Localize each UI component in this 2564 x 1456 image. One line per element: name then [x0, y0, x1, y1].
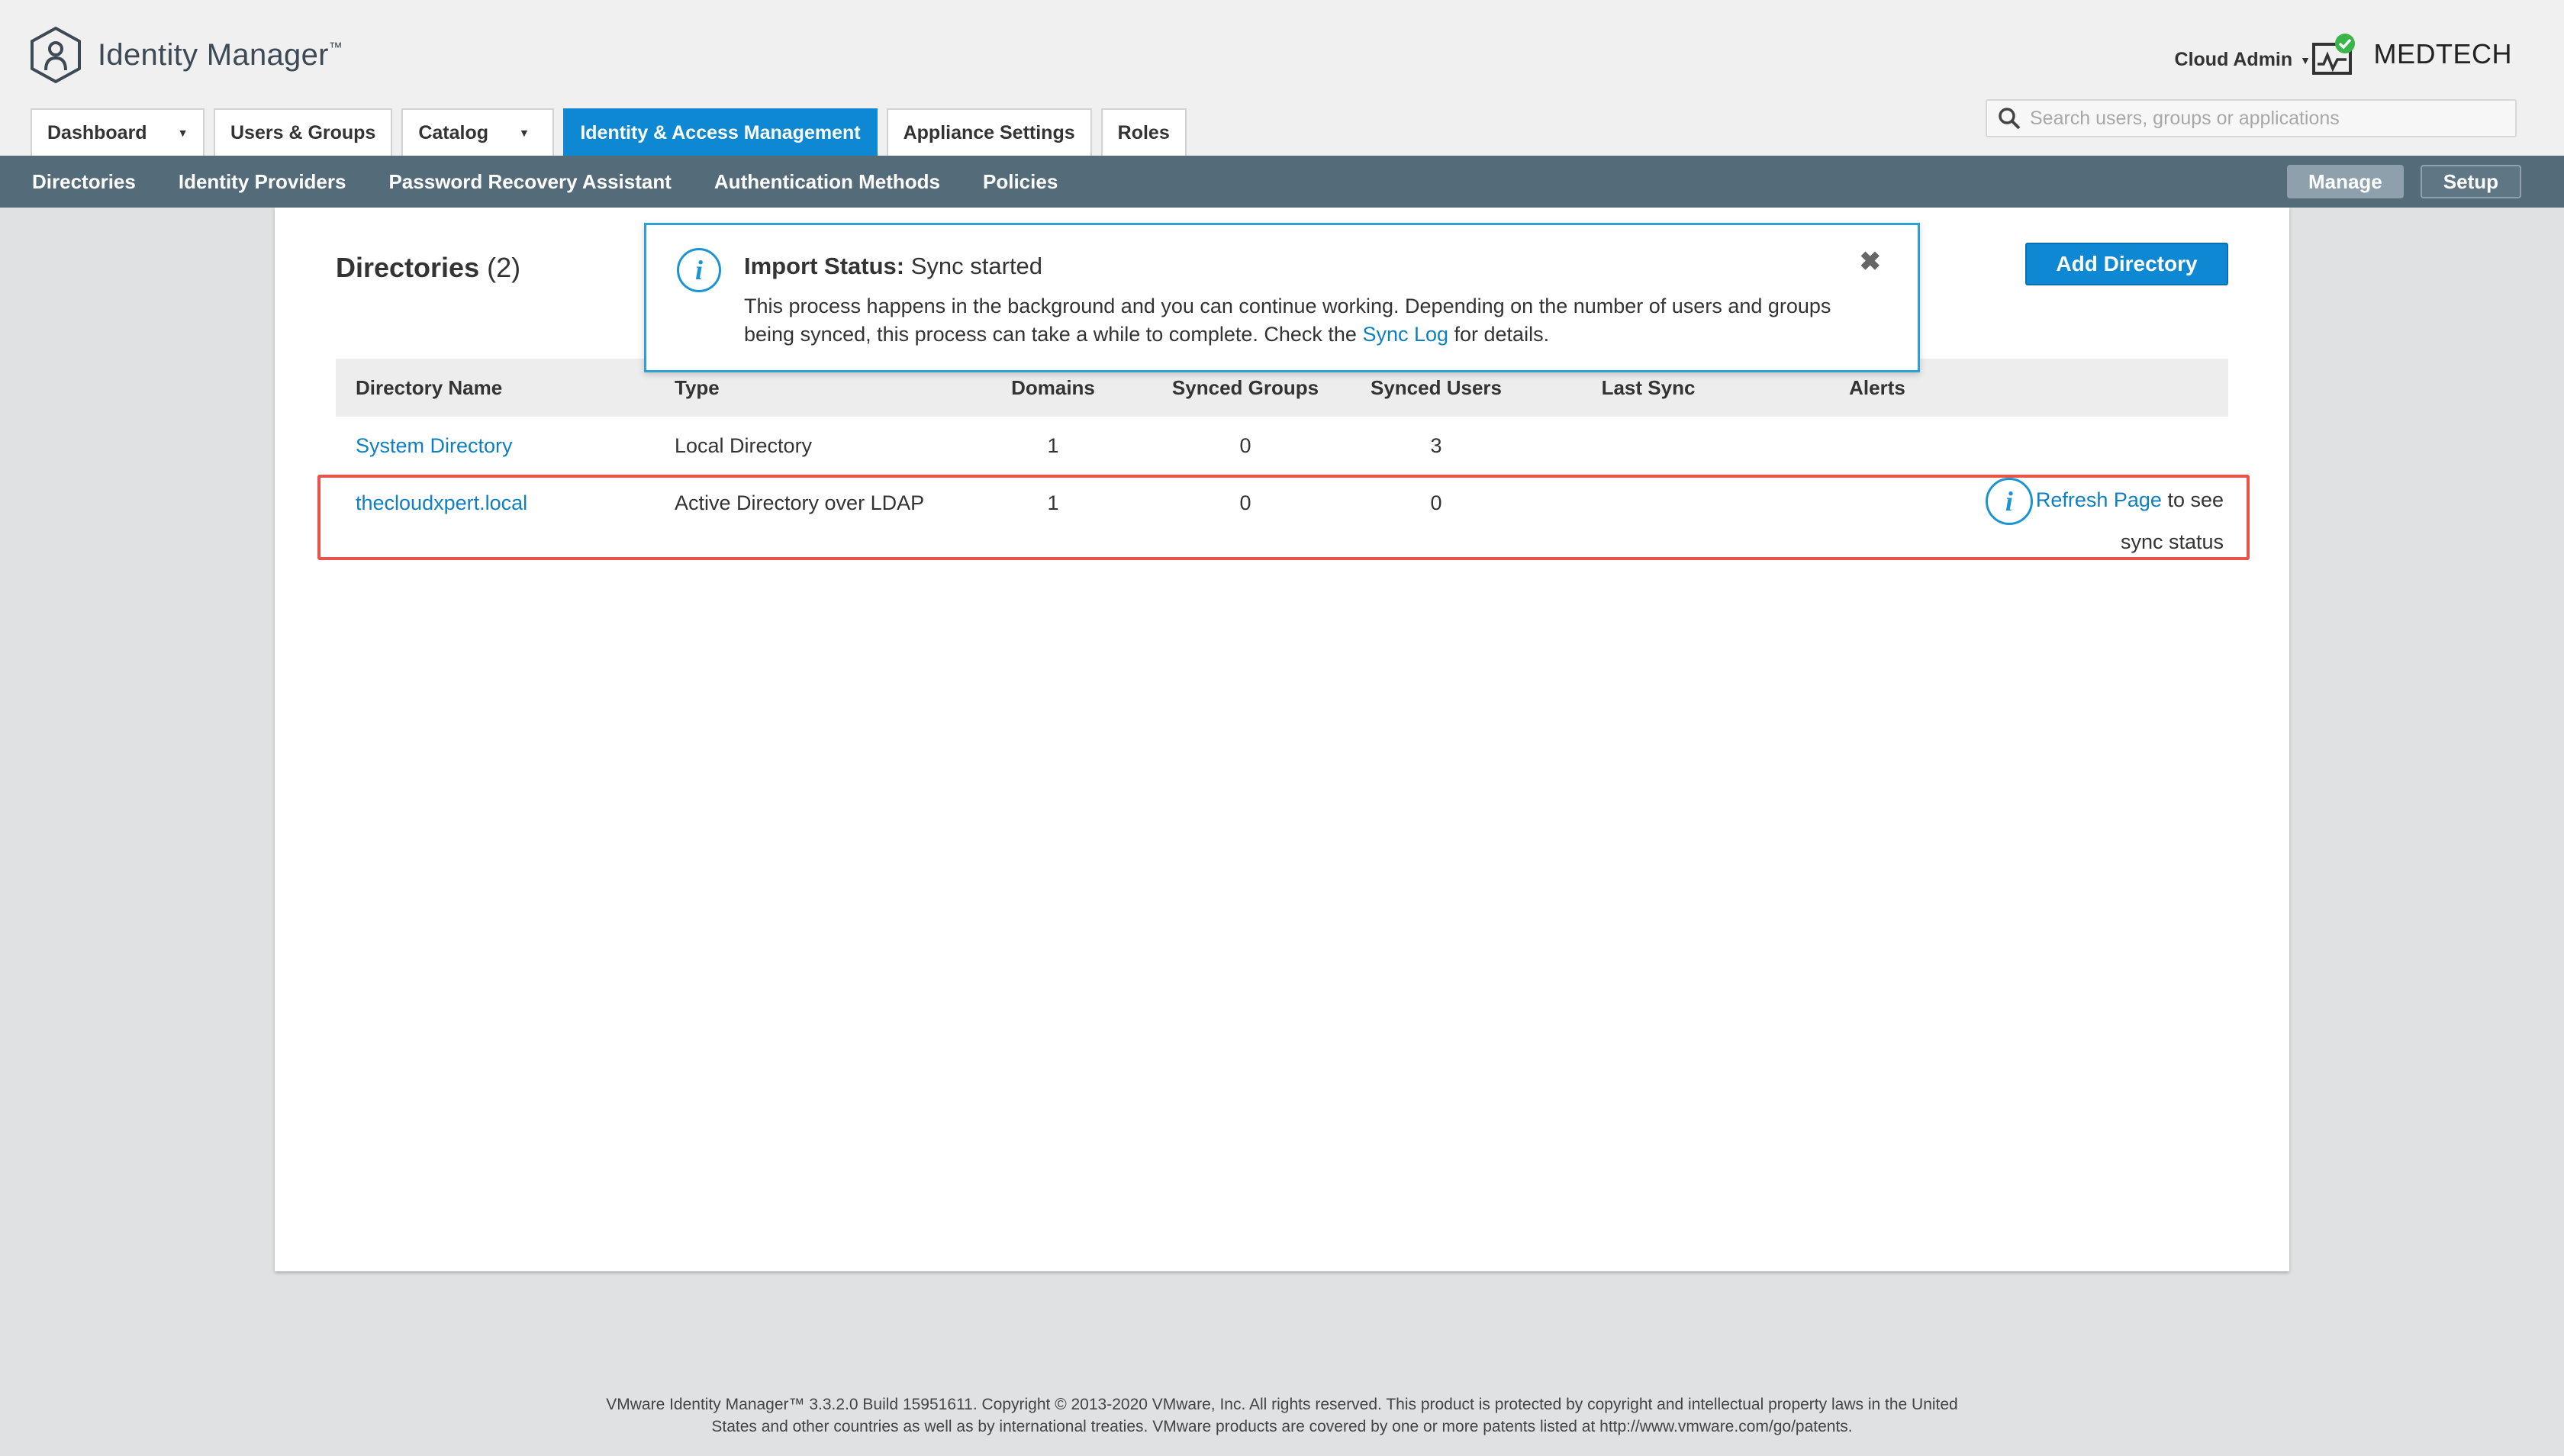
tab-identity-access-management[interactable]	[563, 108, 877, 156]
tab-users-groups[interactable]	[214, 108, 392, 156]
page-title: Directories (2)	[336, 252, 521, 283]
table-row	[336, 475, 2228, 560]
subnav-directories[interactable]: Directories	[32, 169, 136, 193]
domains-count: 1	[1047, 491, 1059, 514]
footer-line: VMware Identity Manager™ 3.3.2.0 Build 15951611. Copyright © 2013-2020 VMware, Inc. All rights reserved. This product is protected by copyright and intellectual property laws in the United	[606, 1396, 1958, 1413]
tab-label: Roles	[1117, 121, 1170, 143]
setup-button[interactable]: Setup	[2421, 165, 2521, 198]
user-name: Cloud Admin	[2174, 49, 2293, 70]
refresh-page-link[interactable]: Refresh Page	[2035, 488, 2162, 512]
directory-count: (2)	[487, 252, 521, 283]
chevron-down-icon: ▼	[177, 127, 188, 139]
sync-note-text: sync status	[2120, 530, 2224, 553]
col-last-sync[interactable]: Last Sync	[1601, 375, 1696, 399]
search-input[interactable]	[2030, 108, 2503, 130]
synced-groups-count: 0	[1239, 491, 1251, 514]
user-menu[interactable]	[2175, 49, 2311, 71]
tab-catalog[interactable]	[401, 108, 554, 156]
synced-users-count: 0	[1430, 491, 1442, 514]
directories-table	[336, 359, 2228, 560]
main-tabs	[31, 108, 1196, 156]
col-type[interactable]: Type	[675, 375, 720, 399]
tenant-name: MEDTECH	[2373, 38, 2512, 69]
mode-switch	[2270, 165, 2521, 198]
col-synced-users[interactable]: Synced Users	[1371, 375, 1502, 399]
sync-note-text: to see	[2161, 488, 2224, 512]
identity-hexagon-icon	[29, 26, 82, 84]
app-logo[interactable]	[29, 26, 343, 84]
subnav-authentication-methods[interactable]: Authentication Methods	[713, 169, 940, 193]
directory-type: Local Directory	[675, 433, 813, 457]
chevron-down-icon: ▼	[2300, 53, 2311, 66]
sync-log-link[interactable]: Sync Log	[1362, 323, 1449, 346]
row-highlight-outline	[317, 475, 2250, 560]
directory-link[interactable]: System Directory	[356, 433, 513, 457]
col-domains[interactable]: Domains	[1011, 375, 1095, 399]
tab-dashboard[interactable]	[31, 108, 205, 156]
copyright-footer	[0, 1393, 2564, 1438]
add-directory-button[interactable]: Add Directory	[2025, 243, 2228, 285]
synced-groups-count: 0	[1239, 433, 1251, 457]
synced-users-count: 3	[1430, 433, 1442, 457]
info-icon: i	[677, 248, 721, 292]
toast-message: This process happens in the background and you can continue working. Depending on the number of users and groups being synced, this process can take a while to complete. Check the Sync Log for details.	[744, 295, 1831, 346]
col-directory-name[interactable]: Directory Name	[356, 375, 503, 399]
col-synced-groups[interactable]: Synced Groups	[1171, 375, 1319, 399]
import-status-toast	[644, 223, 1920, 372]
app-title: Identity Manager™	[98, 37, 343, 72]
directory-link[interactable]: thecloudxpert.local	[356, 491, 528, 514]
app-header	[0, 0, 2564, 156]
directory-type: Active Directory over LDAP	[675, 491, 925, 514]
footer-line: States and other countries as well as by international treaties. VMware products are covered by one or more patents listed at http://www.vmware.com/go/patents.	[711, 1418, 1853, 1435]
col-alerts[interactable]: Alerts	[1849, 375, 1905, 399]
tab-label: Catalog	[418, 121, 489, 143]
subnav-identity-providers[interactable]: Identity Providers	[178, 169, 346, 193]
info-icon: i	[1986, 478, 2033, 525]
monitor-check-icon	[2311, 32, 2357, 76]
subnav-password-recovery-assistant[interactable]: Password Recovery Assistant	[388, 169, 672, 193]
directories-panel	[275, 208, 2289, 1271]
tab-label: Appliance Settings	[903, 121, 1075, 143]
search-icon	[1998, 107, 2021, 130]
toast-title: Import Status: Sync started	[744, 253, 1043, 279]
tab-label: Identity & Access Management	[580, 121, 861, 143]
table-row	[336, 417, 2228, 475]
tab-roles[interactable]	[1101, 108, 1187, 156]
sub-navigation	[0, 156, 2564, 208]
domains-count: 1	[1047, 433, 1059, 457]
sync-status-note	[1961, 478, 2224, 559]
tab-label: Dashboard	[47, 121, 147, 143]
tab-label: Users & Groups	[230, 121, 376, 143]
chevron-down-icon: ▼	[519, 127, 530, 139]
global-search[interactable]	[1986, 99, 2517, 137]
close-icon[interactable]: ✖	[1859, 247, 1881, 276]
manage-button[interactable]: Manage	[2287, 165, 2404, 198]
tab-appliance-settings[interactable]	[887, 108, 1092, 156]
subnav-policies[interactable]: Policies	[983, 169, 1058, 193]
tenant-brand	[2311, 32, 2513, 76]
